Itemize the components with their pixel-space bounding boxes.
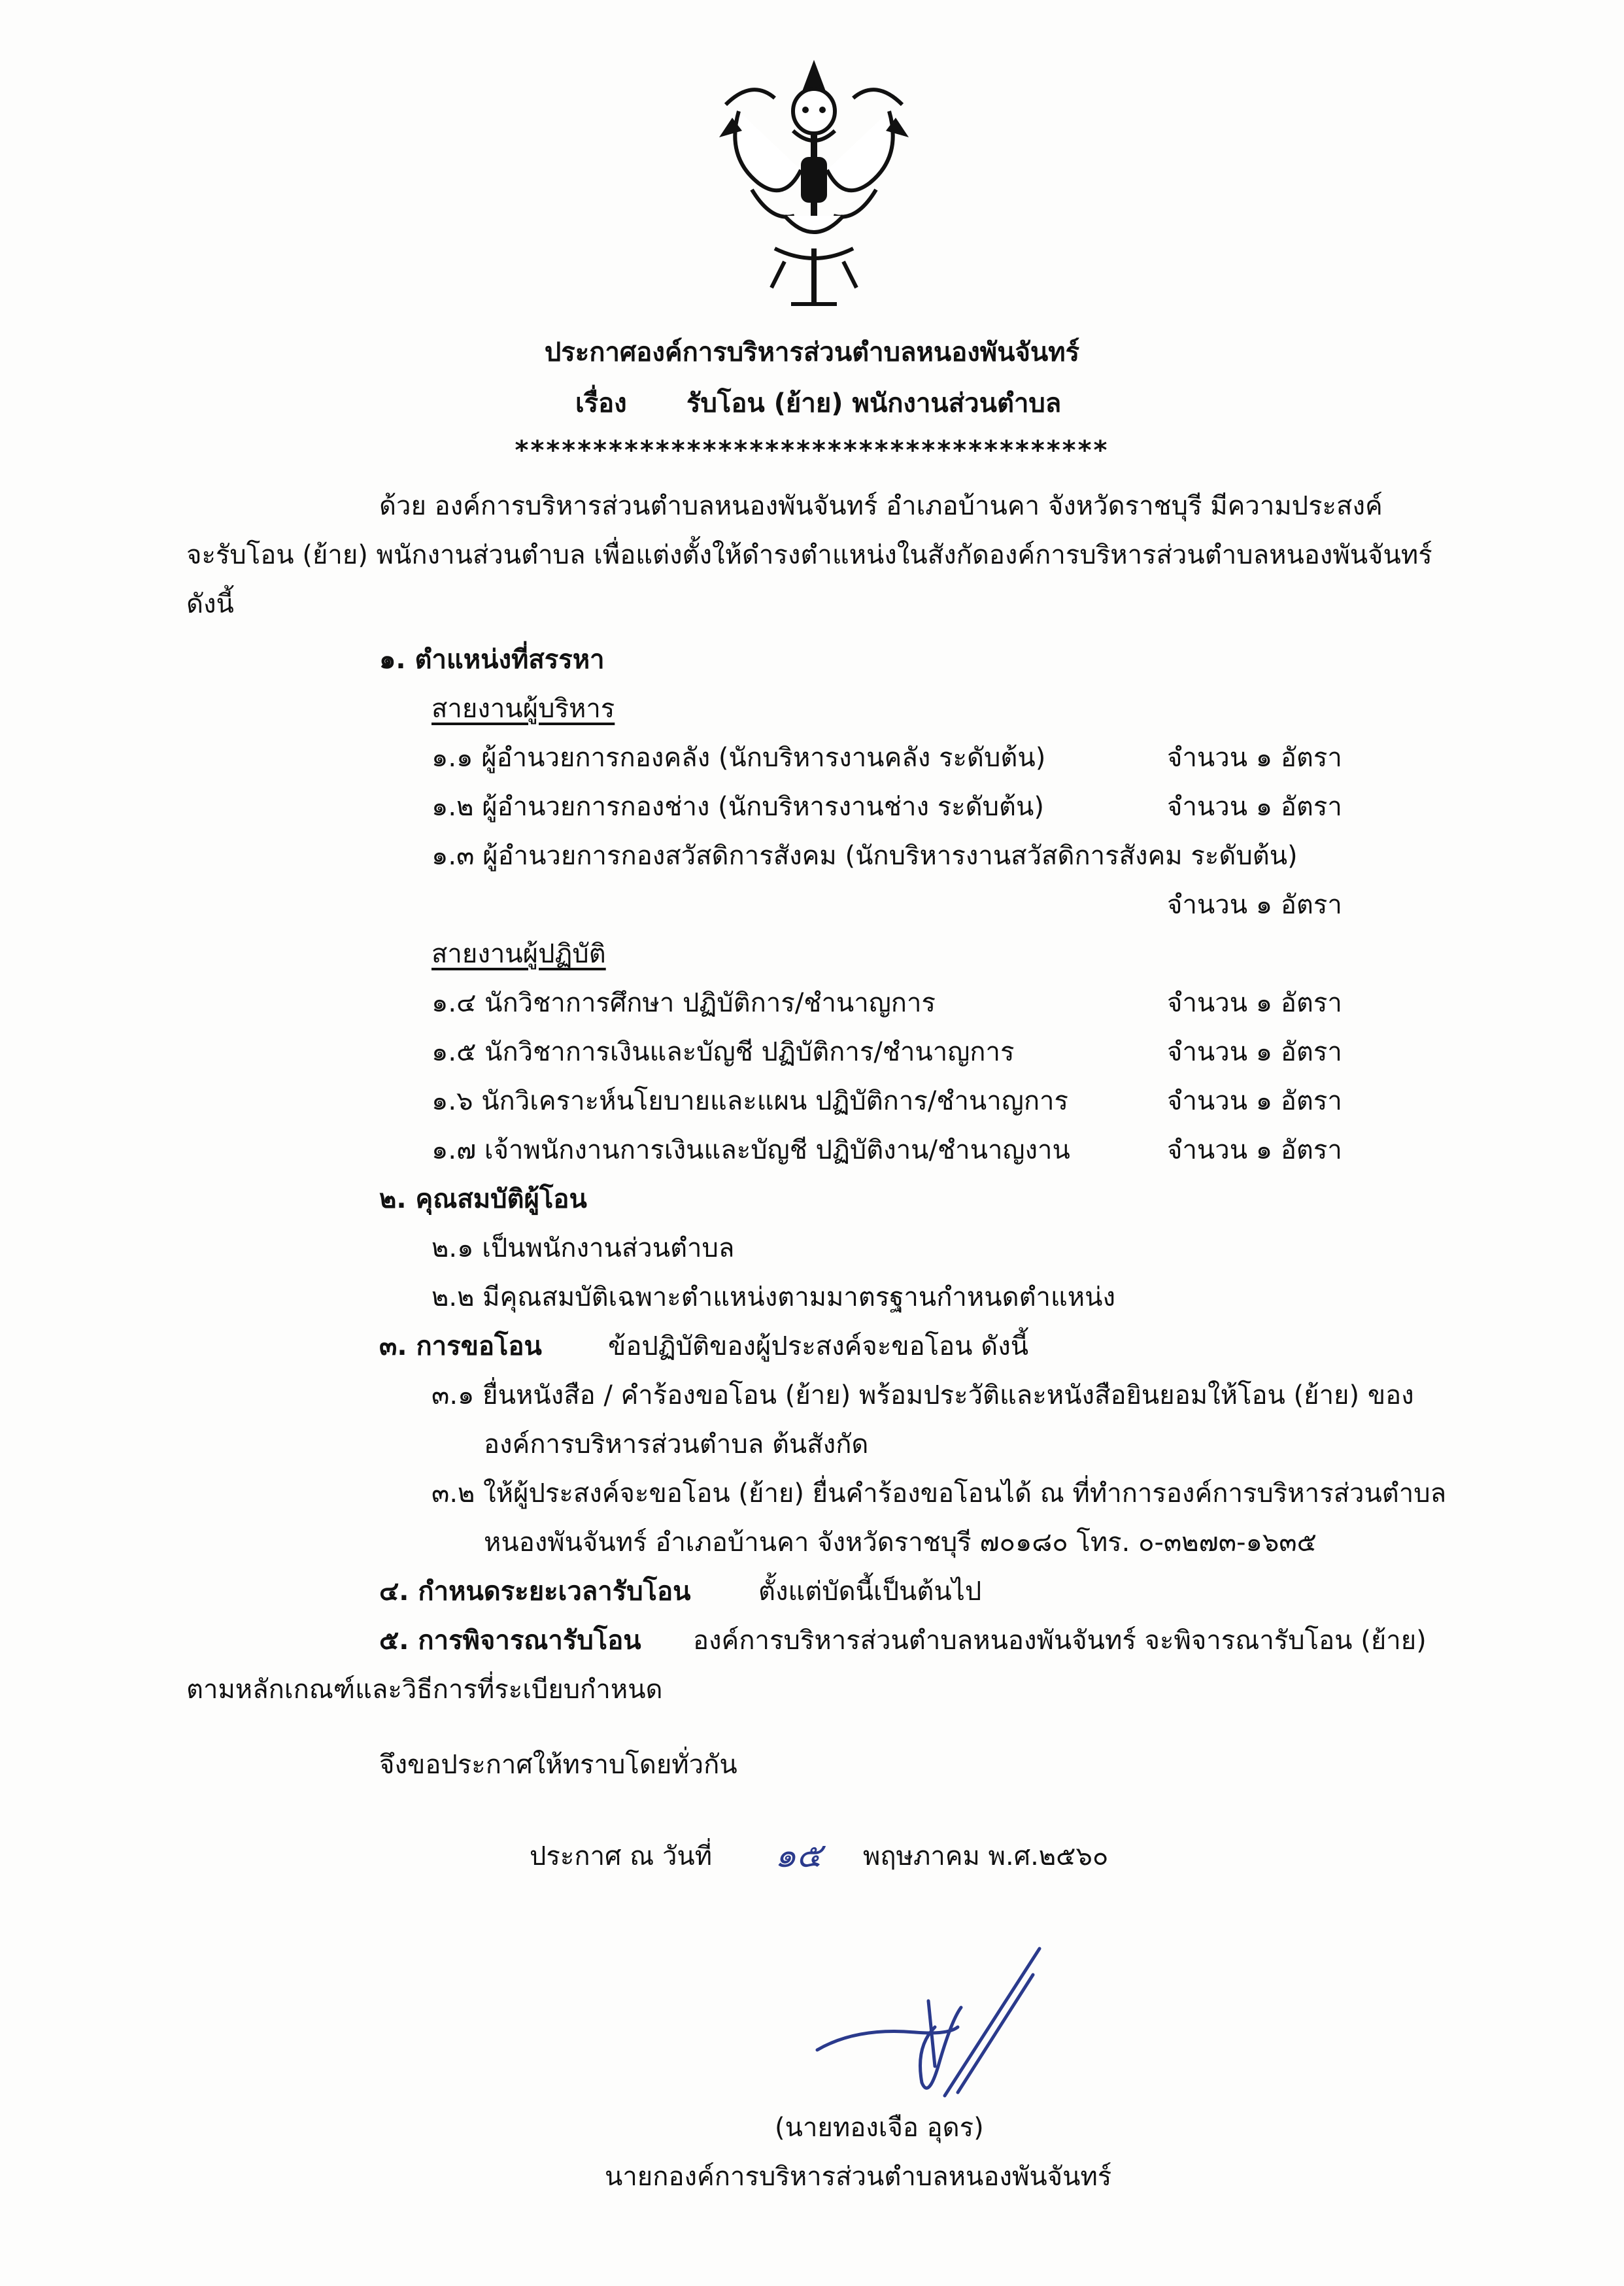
section-2-item: ๒.๑ เป็นพนักงานส่วนตำบล	[431, 1233, 735, 1263]
date-prefix: ประกาศ ณ วันที่	[530, 1841, 713, 1871]
section-2-item: ๒.๒ มีคุณสมบัติเฉพาะตำแหน่งตามมาตรฐานกำหนดตำแหน่ง	[431, 1282, 1116, 1312]
group-practice-heading: สายงานผู้ปฏิบัติ	[431, 939, 606, 969]
section-3-item-2-cont: หนองพันจันทร์ อำเภอบ้านคา จังหวัดราชบุรี ๗๐๑๘๐ โทร. ๐-๓๒๗๓-๑๖๓๕	[484, 1527, 1317, 1558]
section-3-heading-rest: ข้อปฏิบัติของผู้ประสงค์จะขอโอน ดังนี้	[608, 1331, 1029, 1361]
position-item: ๑.๖ นักวิเคราะห์นโยบายและแผน ปฏิบัติการ/ชำนาญการ	[431, 1086, 1068, 1116]
section-4-heading: ๔. กำหนดระยะเวลารับโอน	[379, 1577, 691, 1607]
position-item: ๑.๒ ผู้อำนวยการกองช่าง (นักบริหารงานช่าง ระดับต้น)	[431, 792, 1044, 822]
section-5-line-2: ตามหลักเกณฑ์และวิธีการที่ระเบียบกำหนด	[186, 1675, 663, 1705]
garuda-emblem-icon	[713, 52, 915, 311]
intro-line-2: จะรับโอน (ย้าย) พนักงานส่วนตำบล เพื่อแต่งตั้งให้ดำรงตำแหน่งในสังกัดองค์การบริหารส่วนตำบลหนองพันจันทร์	[186, 540, 1432, 570]
intro-line-3: ดังนี้	[186, 589, 234, 619]
position-quantity: จำนวน ๑ อัตรา	[1167, 1037, 1342, 1067]
section-3-item-2: ๓.๒ ให้ผู้ประสงค์จะขอโอน (ย้าย) ยื่นคำร้องขอโอนได้ ณ ที่ทำการองค์การบริหารส่วนตำบล	[431, 1478, 1447, 1509]
subject: รับโอน (ย้าย) พนักงานส่วนตำบล	[686, 388, 1062, 418]
position-quantity: จำนวน ๑ อัตรา	[1167, 1135, 1342, 1165]
position-quantity: จำนวน ๑ อัตรา	[1167, 743, 1342, 773]
section-3-heading: ๓. การขอโอน	[379, 1331, 542, 1361]
page-title: ประกาศองค์การบริหารส่วนตำบลหนองพันจันทร์	[544, 337, 1080, 367]
date-day: ๑๕	[775, 1836, 822, 1875]
section-5-rest: องค์การบริหารส่วนตำบลหนองพันจันทร์ จะพิจารณารับโอน (ย้าย)	[693, 1626, 1427, 1656]
position-item: ๑.๗ เจ้าพนักงานการเงินและบัญชี ปฏิบัติงาน/ชำนาญงาน	[431, 1135, 1070, 1165]
position-quantity: จำนวน ๑ อัตรา	[1167, 890, 1342, 920]
section-2-heading: ๒. คุณสมบัติผู้โอน	[379, 1184, 587, 1214]
position-item: ๑.๓ ผู้อำนวยการกองสวัสดิการสังคม (นักบริหารงานสวัสดิการสังคม ระดับต้น)	[431, 841, 1298, 871]
position-item: ๑.๔ นักวิชาการศึกษา ปฏิบัติการ/ชำนาญการ	[431, 988, 936, 1018]
section-3-item-1: ๓.๑ ยื่นหนังสือ / คำร้องขอโอน (ย้าย) พร้อมประวัติและหนังสือยินยอมให้โอน (ย้าย) ของ	[431, 1380, 1414, 1410]
section-3-item-1-cont: องค์การบริหารส่วนตำบล ต้นสังกัด	[484, 1429, 869, 1459]
position-quantity: จำนวน ๑ อัตรา	[1167, 1086, 1342, 1116]
position-quantity: จำนวน ๑ อัตรา	[1167, 988, 1342, 1018]
subject-label: เรื่อง	[575, 388, 627, 418]
date-suffix: พฤษภาคม พ.ศ.๒๕๖๐	[863, 1841, 1109, 1871]
separator: **************************************	[515, 435, 1109, 466]
position-item: ๑.๕ นักวิชาการเงินและบัญชี ปฏิบัติการ/ชำนาญการ	[431, 1037, 1015, 1067]
position-quantity: จำนวน ๑ อัตรา	[1167, 792, 1342, 822]
section-5-heading: ๕. การพิจารณารับโอน	[379, 1626, 641, 1656]
section-1-heading: ๑. ตำแหน่งที่สรรหา	[379, 645, 605, 675]
signatory-name: (นายทองเจือ อุดร)	[775, 2113, 984, 2143]
signatory-position: นายกองค์การบริหารส่วนตำบลหนองพันจันทร์	[605, 2162, 1112, 2192]
section-4-rest: ตั้งแต่บัดนี้เป็นต้นไป	[758, 1577, 982, 1607]
signature-icon	[798, 1936, 1059, 2112]
closing-statement: จึงขอประกาศให้ทราบโดยทั่วกัน	[379, 1750, 737, 1780]
group-admin-heading: สายงานผู้บริหาร	[431, 694, 615, 724]
position-item: ๑.๑ ผู้อำนวยการกองคลัง (นักบริหารงานคลัง ระดับต้น)	[431, 743, 1046, 773]
intro-line-1: ด้วย องค์การบริหารส่วนตำบลหนองพันจันทร์ อำเภอบ้านคา จังหวัดราชบุรี มีความประสงค์	[379, 491, 1383, 521]
